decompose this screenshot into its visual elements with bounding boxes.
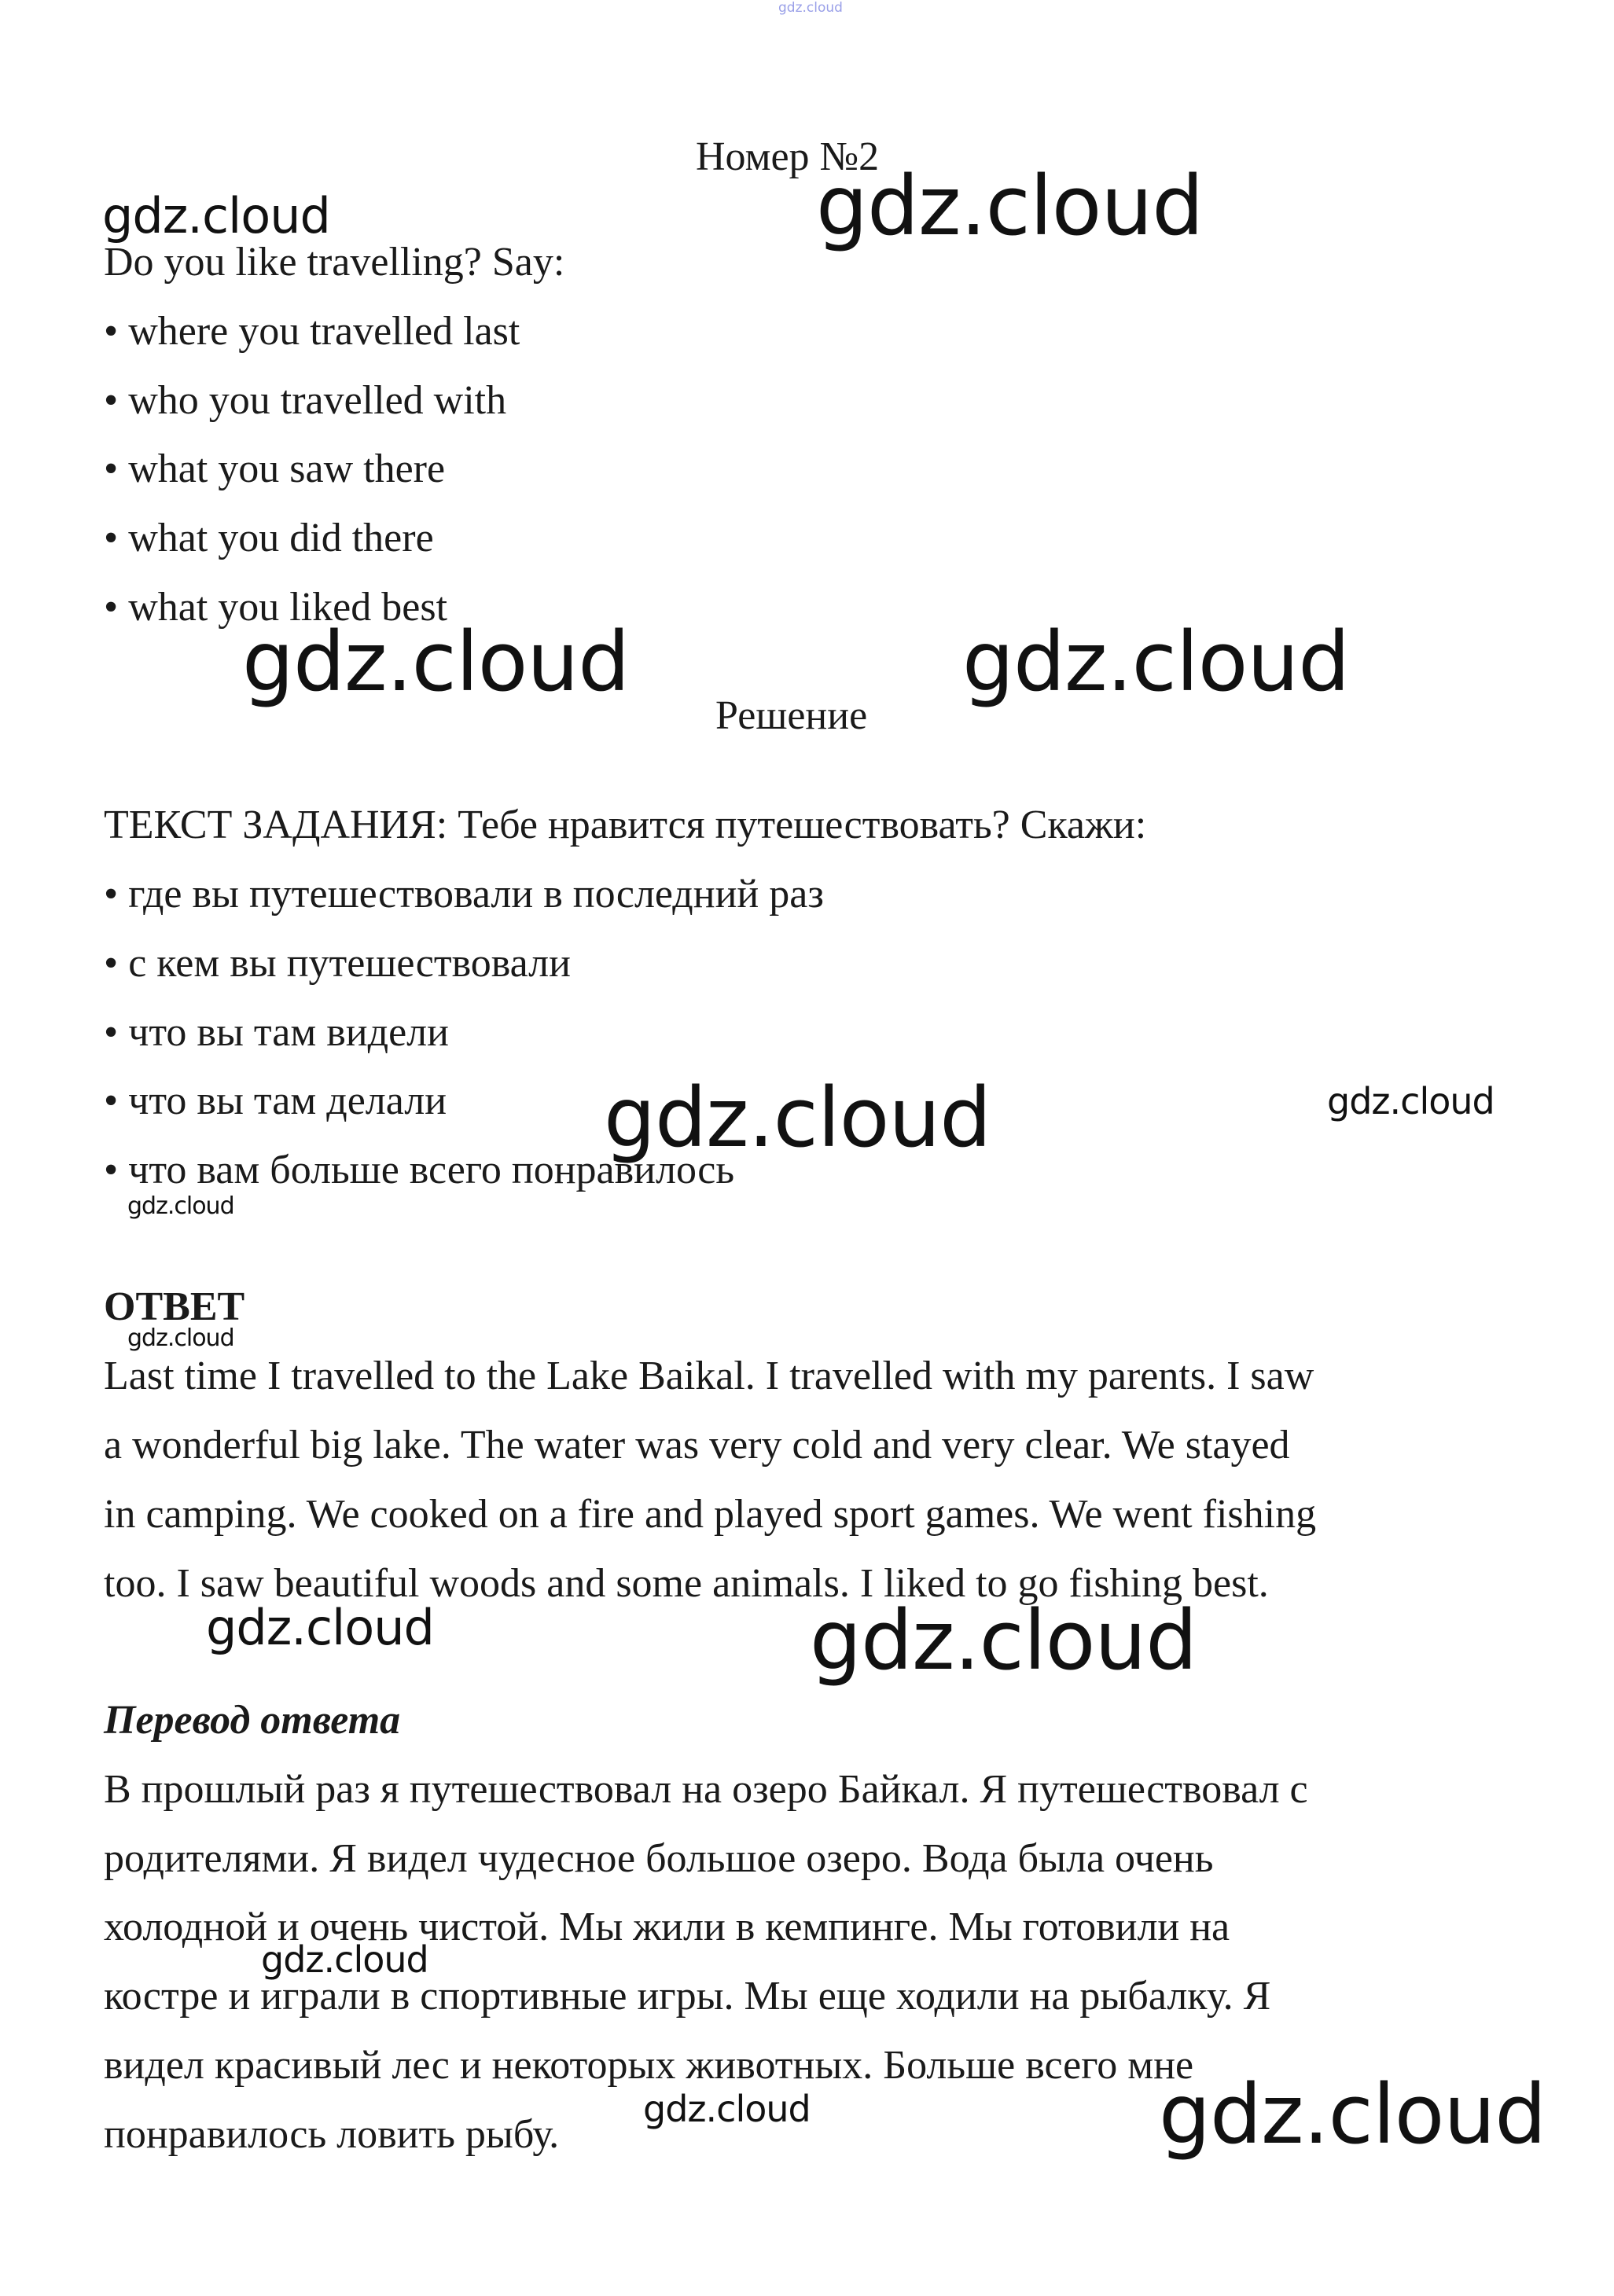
solution-heading: Решение [715, 693, 868, 738]
translation-line: холодной и очень чистой. Мы жили в кемпинге. Мы готовили на [104, 1905, 1230, 1949]
answer-line: in camping. We cooked on a fire and played sport games. We went fishing [104, 1492, 1317, 1537]
answer-line: Last time I travelled to the Lake Baikal. I travelled with my parents. I saw [104, 1354, 1314, 1398]
task-bullet-ru: • что вам больше всего понравилось [104, 1148, 735, 1192]
task-bullet-ru: • что вы там видели [104, 1010, 449, 1055]
translation-line: родителями. Я видел чудесное большое озеро. Вода была очень [104, 1836, 1214, 1881]
answer-line: too. I saw beautiful woods and some animals. I liked to go fishing best. [104, 1561, 1269, 1606]
task-bullet: • who you travelled with [104, 378, 507, 423]
top-watermark: gdz.cloud [778, 0, 843, 16]
translation-line: В прошлый раз я путешествовал на озеро Байкал. Я путешествовал с [104, 1767, 1308, 1812]
task-bullet-ru: • с кем вы путешествовали [104, 941, 571, 986]
watermark: gdz.cloud [604, 1070, 991, 1166]
watermark: gdz.cloud [810, 1593, 1197, 1688]
watermark: gdz.cloud [206, 1599, 434, 1656]
task-bullet: • what you did there [104, 516, 434, 560]
watermark: gdz.cloud [242, 614, 630, 710]
answer-heading: ОТВЕТ [104, 1284, 245, 1329]
watermark: gdz.cloud [1327, 1080, 1495, 1122]
watermark: gdz.cloud [1159, 2066, 1546, 2162]
watermark: gdz.cloud [643, 2088, 811, 2130]
task-question: Do you like travelling? Say: [104, 240, 565, 285]
task-bullet: • what you liked best [104, 585, 448, 630]
task-bullet-ru: • что вы там делали [104, 1078, 447, 1123]
watermark: gdz.cloud [962, 614, 1350, 710]
watermark: gdz.cloud [127, 1192, 234, 1220]
watermark: gdz.cloud [816, 158, 1204, 254]
task-bullet-ru: • где вы путешествовали в последний раз [104, 872, 824, 917]
watermark: gdz.cloud [261, 1938, 428, 1981]
task-bullet: • where you travelled last [104, 309, 520, 354]
answer-line: a wonderful big lake. The water was very cold and very clear. We stayed [104, 1423, 1290, 1468]
translation-heading: Перевод ответа [104, 1698, 401, 1743]
page-title: Номер №2 [696, 134, 880, 179]
watermark: gdz.cloud [102, 187, 330, 244]
task-text-ru: ТЕКСТ ЗАДАНИЯ: Тебе нравится путешествовать? Скажи: [104, 803, 1147, 847]
translation-line: видел красивый лес и некоторых животных. Больше всего мне [104, 2043, 1194, 2088]
task-bullet: • what you saw there [104, 446, 446, 491]
translation-line: костре и играли в спортивные игры. Мы еще ходили на рыбалку. Я [104, 1974, 1271, 2019]
watermark: gdz.cloud [127, 1324, 234, 1352]
translation-line: понравилось ловить рыбу. [104, 2112, 560, 2157]
